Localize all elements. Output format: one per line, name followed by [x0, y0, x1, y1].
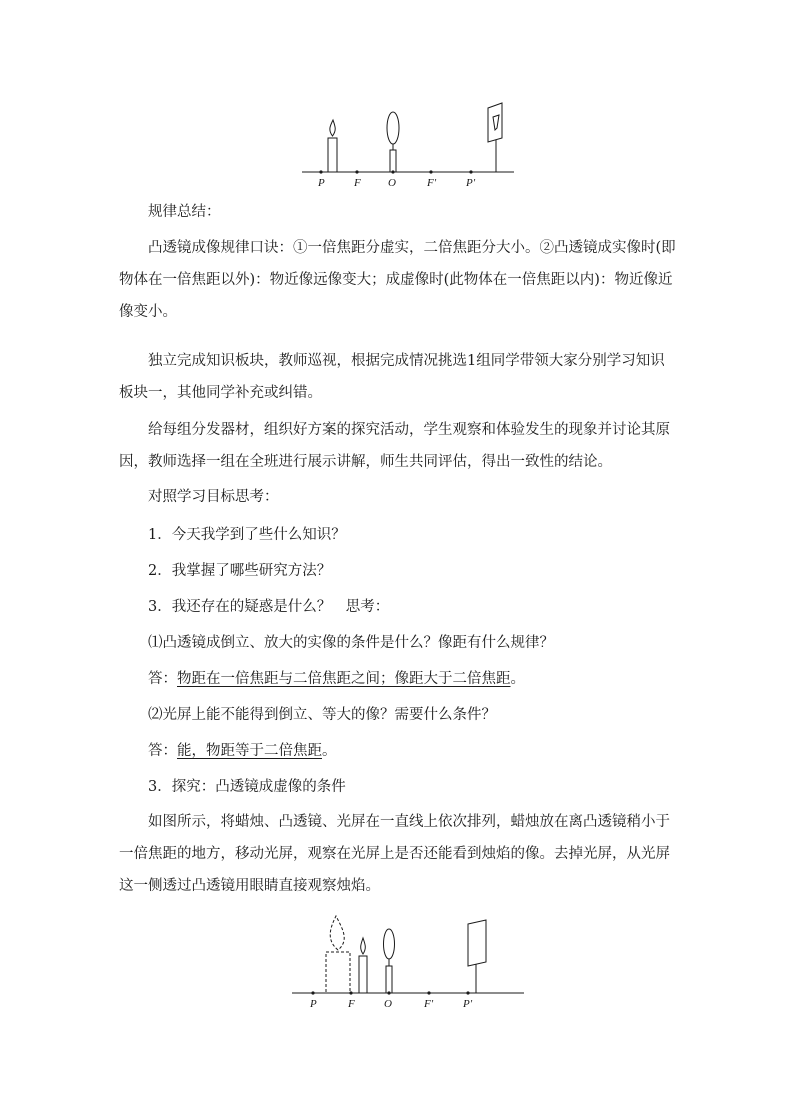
- lens-diagram-real-image: [300, 100, 520, 192]
- question-2: 2．我掌握了哪些研究方法？: [148, 563, 332, 579]
- answer-2-suffix: 。: [322, 743, 337, 759]
- question-1: 1．今天我学到了些什么知识？: [148, 527, 346, 543]
- virtual-image: [326, 916, 350, 993]
- lens-diagram-virtual-image: [290, 912, 530, 1012]
- answer-1-text: 物距在一倍焦距与二倍焦距之间；像距大于二倍焦距: [177, 671, 511, 687]
- summary-heading: 规律总结：: [148, 204, 221, 220]
- candle: [328, 138, 337, 172]
- convex-lens: [387, 112, 399, 144]
- candle-flame: [330, 120, 335, 136]
- answer-1-suffix: 。: [510, 671, 525, 687]
- answer-1: [148, 669, 525, 689]
- label-P-prime: P′: [466, 177, 476, 189]
- reflection-heading: 对照学习目标思考：: [148, 489, 279, 505]
- sub-question-1: ⑴凸透镜成倒立、放大的实像的条件是什么？像距有什么规律？: [148, 635, 554, 651]
- label-O: O: [388, 177, 396, 189]
- explore-heading: 3．探究：凸透镜成虚像的条件: [148, 779, 346, 795]
- light-screen: [468, 920, 486, 966]
- answer-2-prefix: 答：: [148, 743, 177, 759]
- label-P: P: [310, 998, 317, 1010]
- label-P-prime: P′: [463, 998, 473, 1010]
- lens-stand: [386, 966, 392, 993]
- label-O: O: [384, 998, 392, 1010]
- convex-lens: [384, 929, 395, 959]
- independent-study-paragraph: 独立完成知识板块，教师巡视，根据完成情况挑选1组同学带领大家分别学习知识板块一，其他同学补充或纠错。: [119, 353, 665, 401]
- candle-flame: [361, 938, 366, 954]
- answer-2-text: 能，物距等于二倍焦距: [177, 743, 322, 759]
- label-F: F: [348, 998, 355, 1010]
- label-F-prime: F′: [427, 177, 437, 189]
- label-F: F: [354, 177, 361, 189]
- label-F-prime: F′: [424, 998, 434, 1010]
- answer-2: [148, 741, 337, 761]
- candle: [359, 956, 367, 993]
- label-P: P: [318, 177, 325, 189]
- light-screen: [488, 103, 502, 142]
- question-3: 3．我还存在的疑惑是什么？ 思考：: [148, 599, 390, 615]
- lens-stand: [390, 150, 396, 172]
- equipment-paragraph: 给每组分发器材，组织好方案的探究活动，学生观察和体验发生的现象并讨论其原因，教师选择一组在全班进行展示讲解，师生共同评估，得出一致性的结论。: [119, 422, 670, 470]
- answer-1-prefix: 答：: [148, 671, 177, 687]
- sub-question-2: ⑵光屏上能不能得到倒立、等大的像？需要什么条件？: [148, 707, 496, 723]
- explore-paragraph: 如图所示，将蜡烛、凸透镜、光屏在一直线上依次排列，蜡烛放在离凸透镜稍小于一倍焦距的地方，移动光屏，观察在光屏上是否还能看到烛焰的像。去掉光屏，从光屏这一侧透过凸透镜用眼睛直接观察烛焰。: [119, 814, 670, 894]
- rule-paragraph: 凸透镜成像规律口诀：①一倍焦距分虚实，二倍焦距分大小。②凸透镜成实像时(即物体在一倍焦距以外)：物近像远像变大；成虚像时(此物体在一倍焦距以内)：物近像近像变小。: [119, 240, 676, 320]
- inverted-image: [493, 115, 499, 130]
